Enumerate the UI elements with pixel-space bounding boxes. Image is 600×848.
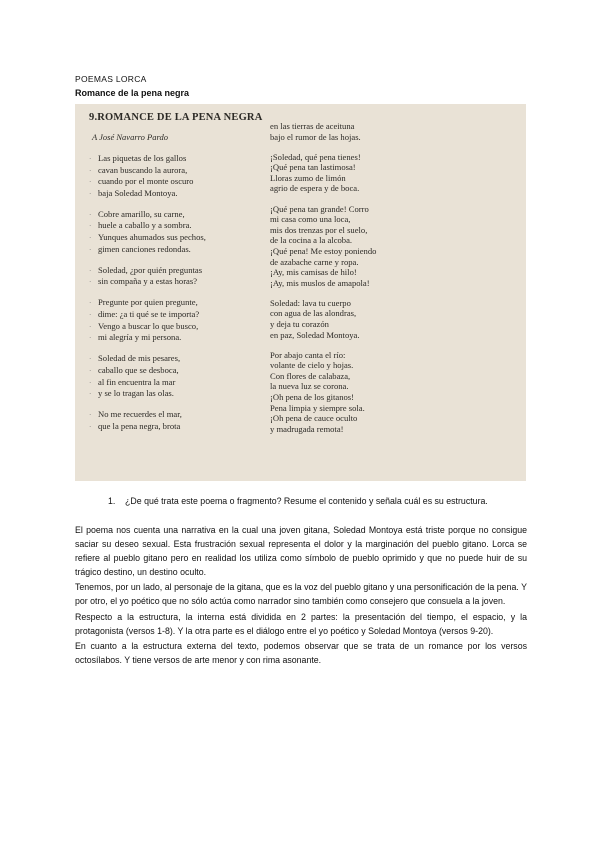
verse-text: ¡Qué pena tan lastimosa!: [270, 162, 356, 173]
verse-text: Pena limpia y siempre sola.: [270, 402, 365, 413]
poem-stanza: [89, 153, 289, 199]
poem-verse: [89, 165, 289, 177]
verse-text: Soledad, ¿por quién preguntas: [98, 264, 203, 275]
poem-verse: [270, 235, 520, 246]
verse-text: agrio de espera y de boca.: [270, 183, 360, 194]
verse-text: y madrugada remota!: [270, 423, 344, 434]
verse-margin-mark: ·: [89, 222, 92, 231]
verse-text: ¡Qué pena! Me estoy poniendo: [270, 245, 377, 256]
poem-verse: [89, 297, 289, 309]
poem-dedication: A José Navarro Pardo: [92, 132, 168, 142]
poem-verse: [270, 424, 520, 435]
poem-verse: [89, 276, 289, 288]
poem-stanza: [89, 353, 289, 399]
verse-margin-mark: ·: [89, 189, 92, 198]
poem-stanza: [270, 121, 520, 142]
poem-verse: [89, 377, 289, 389]
verse-margin-mark: ·: [89, 411, 92, 420]
verse-text: dime: ¿a ti qué se te importa?: [98, 309, 200, 320]
verse-margin-mark: ·: [89, 355, 92, 364]
poem-verse: [89, 209, 289, 221]
poem-verse: [270, 121, 520, 132]
poem-verse: [270, 278, 520, 289]
poem-verse: [89, 365, 289, 377]
poem-stanza: [89, 297, 289, 343]
poem-verse: [89, 353, 289, 365]
question-item: [108, 495, 528, 508]
poem-verse: [270, 381, 520, 392]
poem-verse: [270, 214, 520, 225]
poem-stanza: [270, 350, 520, 435]
verse-text: sin compaña y a estas horas?: [98, 276, 198, 287]
verse-text: Vengo a buscar lo que busco,: [98, 320, 199, 331]
verse-text: volante de cielo y hojas.: [270, 360, 354, 371]
verse-text: la nueva luz se corona.: [270, 381, 349, 392]
question-number: 1.: [108, 496, 116, 506]
poem-verse: [270, 319, 520, 330]
poem-verse: [270, 132, 520, 143]
verse-margin-mark: ·: [89, 234, 92, 243]
poem-verse: [89, 244, 289, 256]
verse-text: caballo que se desboca,: [98, 364, 179, 375]
poem-scan-image: [75, 104, 526, 481]
verse-margin-mark: ·: [89, 334, 92, 343]
verse-text: ¡Ay, mis muslos de amapola!: [270, 277, 370, 288]
poem-verse: [270, 403, 520, 414]
poem-verse: [89, 332, 289, 344]
poem-verse: [270, 360, 520, 371]
poem-verse: [270, 246, 520, 257]
poem-verse: [270, 162, 520, 173]
answer-paragraph: Tenemos, por un lado, al personaje de la gitana, que es la voz del pueblo gitano y una personificación de la pena. Y por otro, el yo poético que no sólo actúa como narrador sino también como consejero que consuela a la joven.: [75, 582, 527, 607]
verse-text: cavan buscando la aurora,: [98, 164, 188, 175]
answer-paragraph: Respecto a la estructura, la interna está dividida en 2 partes: la presentación del tiempo, el espacio, y la protagonista (versos 1-8). Y la otra parte es el diálogo entre el yo poético y Soledad Montoya (versos 9-20).: [75, 611, 527, 636]
poem-stanza: [270, 298, 520, 340]
verse-text: Las piquetas de los gallos: [98, 153, 187, 163]
poem-verse: [270, 350, 520, 361]
poem-stanza: [89, 209, 289, 255]
poem-verse: [270, 371, 520, 382]
verse-text: Pregunte por quien pregunte,: [98, 297, 198, 308]
poem-verse: [270, 330, 520, 341]
verse-margin-mark: ·: [89, 390, 92, 399]
poem-stanza: [270, 204, 520, 289]
poem-column-left: [89, 153, 289, 442]
verse-text: Por abajo canta el río:: [270, 349, 346, 360]
poem-verse: [89, 421, 289, 433]
verse-margin-mark: ·: [89, 299, 92, 308]
poem-verse: [89, 409, 289, 421]
verse-text: con agua de las alondras,: [270, 308, 357, 319]
poem-stanza: [89, 265, 289, 288]
verse-margin-mark: ·: [89, 210, 92, 219]
verse-text: y deja tu corazón: [270, 319, 329, 329]
poem-verse: [89, 321, 289, 333]
verse-text: ¡Qué pena tan grande! Corro: [270, 203, 369, 214]
poem-verse: [270, 257, 520, 268]
verse-text: Con flores de calabaza,: [270, 370, 351, 381]
answer-paragraph: En cuanto a la estructura externa del texto, podemos observar que se trata de un romance por los versos octosílabos. Y tiene versos de arte menor y con rima asonante.: [75, 641, 527, 666]
verse-margin-mark: ·: [89, 422, 92, 431]
verse-text: ¡Ay, mis camisas de hilo!: [270, 267, 357, 278]
verse-text: de la cocina a la alcoba.: [270, 235, 353, 246]
poem-verse: [270, 152, 520, 163]
verse-text: cuando por el monte oscuro: [98, 176, 194, 187]
verse-text: Yunques ahumados sus pechos,: [98, 232, 206, 243]
poem-verse: [89, 388, 289, 400]
verse-margin-mark: ·: [89, 278, 92, 287]
verse-text: Lloras zumo de limón: [270, 172, 346, 183]
verse-text: huele a caballo y a sombra.: [98, 220, 192, 231]
verse-text: gimen canciones redondas.: [98, 243, 191, 254]
verse-text: ¡Soledad, qué pena tienes!: [270, 151, 361, 162]
verse-margin-mark: ·: [89, 166, 92, 175]
poem-verse: [270, 413, 520, 424]
poem-verse: [89, 232, 289, 244]
verse-text: y se lo tragan las olas.: [98, 388, 174, 399]
verse-text: No me recuerdes el mar,: [98, 409, 182, 420]
poem-verse: [89, 188, 289, 200]
poem-verse: [270, 173, 520, 184]
verse-margin-mark: ·: [89, 155, 92, 163]
poem-verse: [270, 204, 520, 215]
poem-column-right: [270, 121, 520, 444]
poem-stanza: [89, 409, 289, 432]
poem-verse: [270, 308, 520, 319]
verse-text: ¡Oh pena de cauce oculto: [270, 413, 358, 424]
poem-verse: [270, 225, 520, 236]
answer-text: [75, 523, 527, 669]
verse-text: en las tierras de aceituna: [270, 121, 355, 131]
poem-verse: [89, 309, 289, 321]
poem-verse: [89, 176, 289, 188]
question-text: ¿De qué trata este poema o fragmento? Resume el contenido y señala cuál es su estructura.: [125, 496, 488, 506]
document-label: POEMAS LORCA: [75, 74, 147, 84]
verse-text: al fin encuentra la mar: [98, 376, 176, 387]
verse-text: Cobre amarillo, su carne,: [98, 208, 185, 219]
verse-text: en paz, Soledad Montoya.: [270, 329, 360, 340]
verse-text: que la pena negra, brota: [98, 420, 181, 431]
verse-text: Soledad: lava tu cuerpo: [270, 297, 351, 308]
verse-margin-mark: ·: [89, 178, 92, 187]
poem-verse: [270, 183, 520, 194]
poem-verse: [89, 153, 289, 165]
answer-paragraph: El poema nos cuenta una narrativa en la cual una joven gitana, Soledad Montoya está triste porque no consigue saciar su deseo sexual. Esta frustración sexual representa el dolor y la marginación del pueblo gitano. Lorca se refiere al pueblo gitano pero en realidad los utiliza como símbolo de pueblo oprimido y que no puede huir de su trágico destino, un destino oculto.: [75, 525, 527, 577]
verse-margin-mark: ·: [89, 366, 92, 375]
verse-text: mi casa como una loca,: [270, 214, 351, 225]
verse-margin-mark: ·: [89, 245, 92, 254]
verse-text: bajo el rumor de las hojas.: [270, 131, 361, 142]
verse-text: Soledad de mis pesares,: [98, 353, 181, 364]
poem-verse: [270, 392, 520, 403]
poem-verse: [270, 267, 520, 278]
poem-verse: [89, 265, 289, 277]
verse-margin-mark: ·: [89, 378, 92, 387]
verse-text: mis dos trenzas por el suelo,: [270, 224, 368, 235]
verse-margin-mark: ·: [89, 322, 92, 331]
verse-text: mi alegría y mi persona.: [98, 332, 182, 343]
verse-text: baja Soledad Montoya.: [98, 187, 178, 198]
poem-verse: [270, 298, 520, 309]
document-title: Romance de la pena negra: [75, 88, 190, 98]
verse-margin-mark: ·: [89, 311, 92, 320]
poem-title: 9.ROMANCE DE LA PENA NEGRA: [89, 112, 263, 123]
poem-verse: [89, 220, 289, 232]
verse-text: ¡Oh pena de los gitanos!: [270, 392, 355, 403]
verse-margin-mark: ·: [89, 266, 92, 275]
verse-text: de azabache carne y ropa.: [270, 256, 359, 267]
poem-stanza: [270, 152, 520, 194]
